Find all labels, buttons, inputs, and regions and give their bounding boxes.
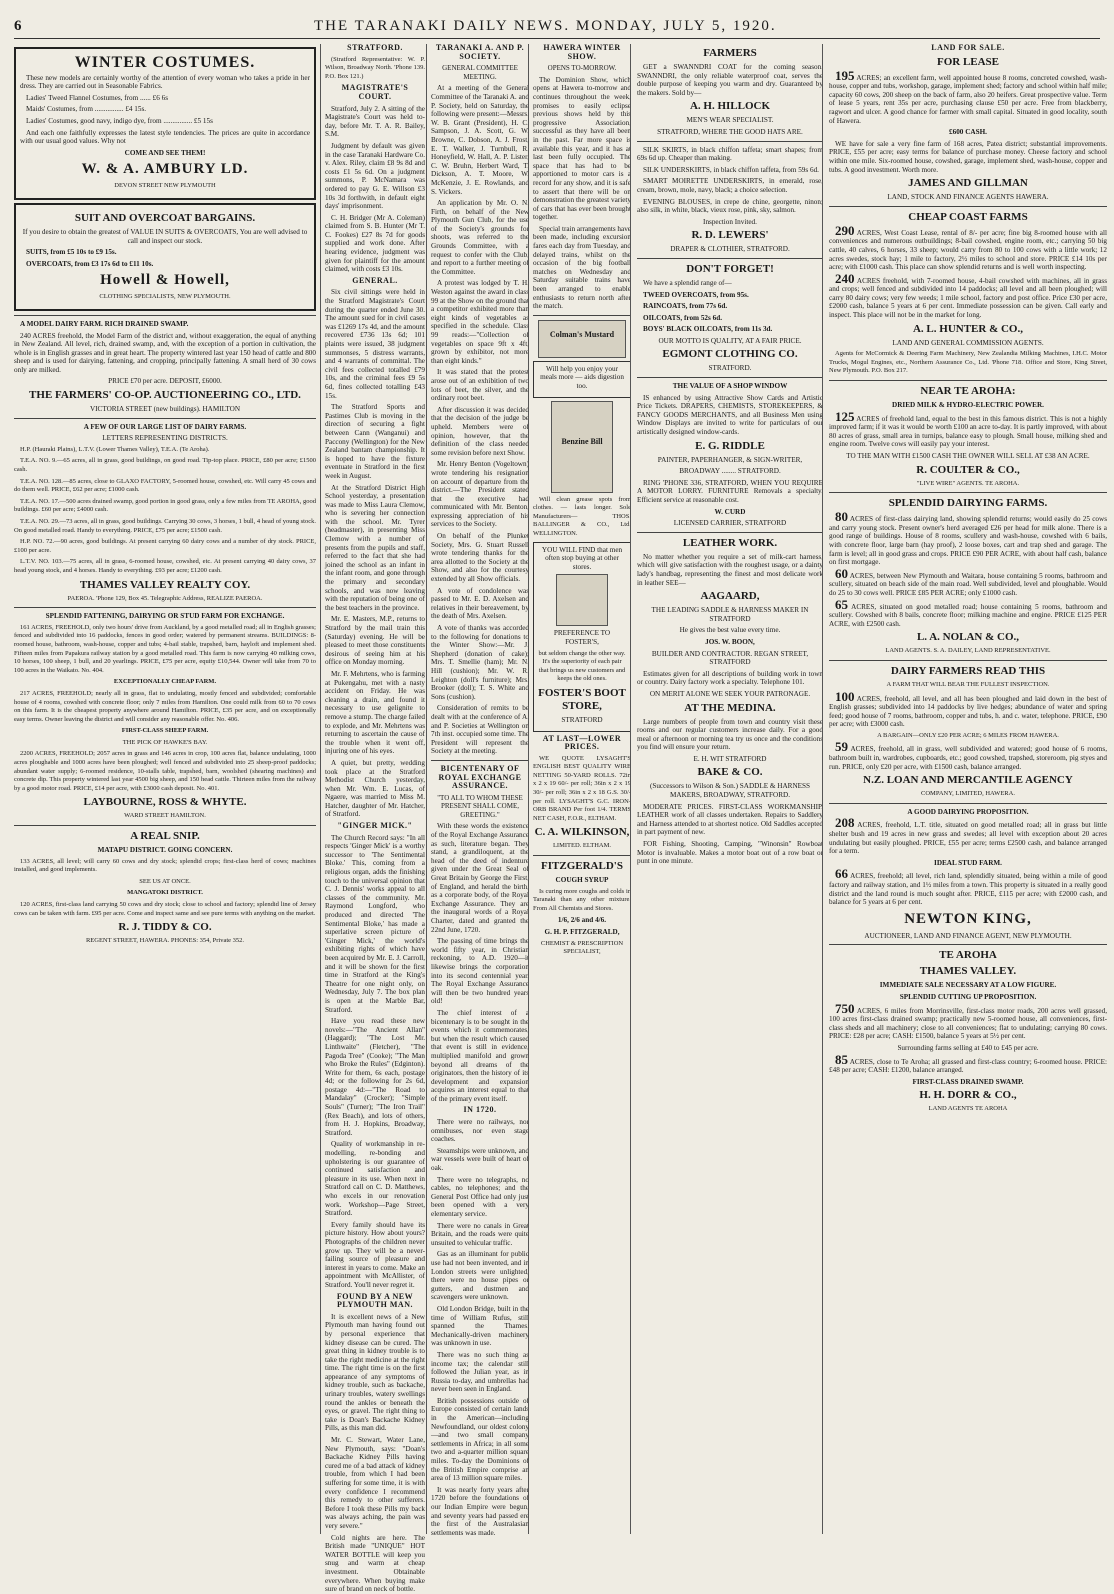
nolan: L. A. NOLAN & CO., xyxy=(916,631,1020,644)
suit-title: SUIT AND OVERCOAT BARGAINS. xyxy=(74,211,256,224)
preference: PREFERENCE TO FOSTER'S, xyxy=(553,629,611,646)
society-sub: GENERAL COMMITTEE MEETING. xyxy=(442,64,518,81)
lower-prices: AT LAST—LOWER PRICES. xyxy=(542,733,622,752)
tiddy-addr: REGENT STREET, HAWERA. PHONES: 354, Private 352. xyxy=(85,937,245,945)
suit-price-1: SUITS, from £5 10s to £9 15s. xyxy=(26,248,117,257)
thames-valley: THAMES VALLEY. xyxy=(919,965,1017,978)
boys-price: BOYS' BLACK OILCOATS, from 11s 3d. xyxy=(643,325,773,334)
hunter: A. L. HUNTER & CO., xyxy=(912,322,1023,335)
splendid-exchange: SPLENDID FATTENING, DAIRYING OR STUD FARM FOR EXCHANGE. xyxy=(45,612,285,621)
greeting: "TO ALL TO WHOM THESE PRESENT SHALL COME, GREETING." xyxy=(437,793,523,819)
dont-forget: DON'T FORGET! xyxy=(686,262,774,275)
aagaard: AAGAARD, xyxy=(700,590,760,603)
farmers-head: FARMERS xyxy=(703,47,757,59)
in-1720: IN 1720. xyxy=(463,1105,497,1115)
ideal-stud: IDEAL STUD FARM. xyxy=(934,858,1002,867)
curd-sub: LICENSED CARRIER, STRATFORD xyxy=(673,519,787,528)
wilkinson: C. A. WILKINSON, xyxy=(534,826,630,839)
bake: BAKE & CO. xyxy=(697,766,763,779)
hillock-sub: MEN'S WEAR SPECIALIST. xyxy=(686,116,774,125)
james-gillman: JAMES AND GILLMAN xyxy=(908,177,1028,190)
boot-image xyxy=(556,574,608,626)
fitz-price: 1/6, 2/6 and 4/6. xyxy=(557,916,607,925)
winter-text: These new models are certainly worthy of the attention of every woman who takes a pride in her dress. They are carried out in Seasonable Fabrics. xyxy=(20,73,310,91)
colmans-label: Colman's Mustard xyxy=(549,329,615,339)
suit-price-2: OVERCOATS, from £3 17s 6d to £11 10s. xyxy=(26,259,154,268)
society-head: TARANAKI A. AND P. SOCIETY. xyxy=(435,43,525,61)
column-stratford: STRATFORD. (Stratford Representative: W. P. Wilson, Broadway North. 'Phone 139. P.O. Box 121.) MAGISTRATE'S COURT. Stratford, July 2. A sitting of the Magistrate's Court was held to-day, before Mr. T. A. R. Bailey, S.M. Judgment by default was given in the case Taranaki Hardware Co. v. Alex. Riley, claim £8 9s 8d and costs £1 5s 6d. On a judgment summons, P. McNamara was ordered to pay G. E. Willson £3 10s 3d forthwith, in default eight days' imprisonment. C. H. Bridger (Mr A. Coleman) claimed from S. B. Hunter (Mr T. C. Fookes) £27 8s 7d for goods supplied and work done. After hearing evidence, judgment was given for plaintiff for the amount claimed, with costs £3 10s. GENERAL. Six civil sittings were held in the Stratford Magistrate's Court during the quarter ended June 30. The amount sued for in civil cases was £1269 17s 4d, and the amount recovered £736 13s 6d; 101 plaints were issued, 38 judgment summonses, 5 distress warrants, and 4 warrants of committal. The civil fees collected totalled £79 10s, and the criminal fees £9 5s 6d, fines collected totalling £43 15s. The Stratford Sports and Pastimes Club is moving in the direction of securing a fight between Cann (Wanganui) and Paccony (Wellington) for the New Zealand bantam championship. It is hoped to have the fixture eventuate in Stratford in the first week in August. At the Stratford District High School yesterday, a presentation was made to Miss Laura Clemow, who is severing her connection with the school. Mr. Tyrer (headmaster), in presenting Miss Clemow with a number of presents from the pupils and staff, referred to the fact that she had joined the school as an infant in the infant room, and gone through the primary and secondary schools, and was now leaving with the reputation of being one of the best teachers in the province. Mr. E. Masters, M.P., returns to Stratford by the mail train this (Saturday) evening. He will be pleased to meet those constituents desirous of seeing him at his office on Monday morning. Mr. F. Mehrtens, who is farming at Pukengahu, met with a nasty accident on Friday. He was cleaning a drain, and found it necessary to use gelignite to remove a stump. The charge failed to explode, and Mr. Mehrtens was returning to ascertain the cause of the trouble when it went off, injuring one of his eyes. A quiet, but pretty, wedding took place at the Stratford Methodist Church yesterday, when Mr. Wm. E. Lucas, of Ngaere, was married to Miss M. Hatcher, daughter of Mr. Hatcher, of Stratford. "GINGER MICK." The Church Record says: "In all respects 'Ginger Mick' is a worthy successor to 'The Sentimental Bloke.' This, coming from a religious organ, adds the finishing touch to the universal opinion that C. J. Dennis' works appeal to all classes of the community. Mr. Raymond Longford, who produced and directed 'The Sentimental Bloke,' has made a superlative screen picture of 'Ginger Mick,' the world's exhibiting rights of which have been acquired by Mr. E. J. Carroll, and it will be shown for the first time in Stratford at the King's Theatre for one night only, on Wednesday, July 7. The box plan is open at the Marble Bar, Stratford. Have you read these new novels:—"The Ancient Allan" (Haggard); "The Lost Mr. Linthwaite" (Fletcher), "The Pagoda Tree" (Cooke); "The Man who Broke the Rules" (Edginton). Write for them, 6s each, postage 4d; or the following for 2s 6d, postage 4d:—"The Road to Mandalay" (Crocker); "Simple Souls" (Turner); "The Iron Trail" (Rex Beach), and lots of others, from H. J. Hopkins, Broadway, Stratford. Quality of workmanship in re-modelling, re-bonding and upholstering is our guarantee of continued satisfaction and pleasure in its use. When next in Stratford call on C. D. Matthews, who excels in our renovation work. Workshop—Page Street, Stratford. Every family should have its picture history. How about yours? Photographs of the children never grow up. They will be a never-failing source of pleasure and interest in years to come. Make an appointment with McAllister, of Stratford. You'll never regret it. FOUND BY A NEW PLYMOUTH MAN. It is excellent news of a New Plymouth man having found out by personal experience that kidney disease can be cured. The great thing in kidney trouble is to take the right medicine at the right time. The right time is on the first appearance of any symptoms of kidney trouble, such as backache, urinary troubles, watery swellings round the ankles or beneath the eyes, or gravel. The right thing to take is Doan's Backache Kidney Pills, as this man did. Mr. C. Stewart, Water Lane, New Plymouth, says: "Doan's Backache Kidney Pills having cured me of a bad attack of kidney trouble, from which I had been suffering for some time, it is with every confidence I recommend this remedy to other sufferers. Before I took these Pills my back was always aching, the pain was very severe." Cold nights are here. The British made "UNIQUE" HOT WATER BOTTLE will keep you snug and warm at cheap investment. Obtainable everywhere. When buying make sure of brand on neck of bottle. xyxy=(320,44,425,1534)
cheap-coast: CHEAP COAST FARMS xyxy=(908,210,1028,223)
raincoat-price: RAINCOATS, from 77s 6d. xyxy=(643,302,728,311)
benzine-label: Benzine Bill xyxy=(561,436,603,446)
snip-sub: MATAPU DISTRICT. GOING CONCERN. xyxy=(97,846,233,855)
curd: W. CURD xyxy=(714,507,746,516)
farmers-addr: VICTORIA STREET (new buildings). HAMILTON xyxy=(89,405,241,414)
lewers: R. D. LEWERS' xyxy=(691,229,769,242)
masthead-title: THE TARANAKI DAILY NEWS. MONDAY, JULY 5, 1920. xyxy=(314,18,777,34)
ambury-address: DEVON STREET NEW PLYMOUTH xyxy=(114,182,216,190)
for-lease: FOR LEASE xyxy=(936,55,1000,68)
hunter-sub: LAND AND GENERAL COMMISSION AGENTS. xyxy=(892,338,1044,347)
letters: LETTERS REPRESENTING DISTRICTS. xyxy=(102,434,228,443)
near-te-aroha: NEAR TE AROHA: xyxy=(920,385,1016,398)
wilkinson-sub: LIMITED. ELTHAM. xyxy=(552,842,612,850)
egmont-clothing: EGMONT CLOTHING CO. xyxy=(662,348,798,361)
suit-ad xyxy=(14,203,316,311)
model-price: PRICE £70 per acre. DEPOSIT, £6000. xyxy=(108,377,222,386)
colmans-logo xyxy=(538,320,626,358)
suit-text: If you desire to obtain the greatest of VALUE IN SUITS & OVERCOATS, You are well advised to call and inspect our stock. xyxy=(22,227,308,245)
james-sub: LAND, STOCK AND FINANCE AGENTS HAWERA. xyxy=(887,193,1049,202)
winter-close: And each one faithfully expresses the latest style tendencies. The prices are quite in accordance with our usual good values. Why not xyxy=(20,128,310,146)
general-head: GENERAL. xyxy=(352,275,398,285)
cutting-up: SPLENDID CUTTING UP PROPOSITION. xyxy=(899,992,1037,1001)
newton-king: NEWTON KING, xyxy=(904,910,1032,927)
fosters-sub: STRATFORD xyxy=(561,715,603,724)
land-head: LAND FOR SALE. xyxy=(931,43,1005,52)
laybourne: LAYBOURNE, ROSS & WHYTE. xyxy=(83,796,247,809)
masthead xyxy=(14,18,1100,39)
coulter: R. COULTER & CO., xyxy=(916,463,1020,476)
farmers-coop: THE FARMERS' CO-OP. AUCTIONEERING CO., LTD. xyxy=(29,389,301,402)
column-society: TARANAKI A. AND P. SOCIETY. GENERAL COMMITTEE MEETING. At a meeting of the General Committee of the Taranaki A. and P. Society, held on Saturday, the following were present:—Messrs. W. B. Grant (President), H. C. Sampson, J. A. Scott, G. W. Browne, C. Dobson, A. J. Frost, E. T. Walker, J. Turnbull, R. Honeyfield, W. Hall, A. P. Lister, C. W. Bruhn, Herbert Ward, T. Dickson, A. T. Moore, W. McKenzie, J. E. Rowlands, and S. Vickers. An application by Mr. O. N. Firth, on behalf of the New Plymouth Gun Club, for the use of the Society's grounds for shoots, was referred to the Grounds Committee, with a request to confer with the Club, and report to a further meeting of the Committee. A protest was lodged by T. H. Weston against the award in class 99 at the Show on the ground that a competitor exhibited more than eight kinds of vegetables as specified in the schedule. Class 99 reads:—"Collection of vegetables on space 9ft x 4ft, grown by exhibitor, not more than eight kinds." It was stated that the protest arose out of an exhibition of two lots of beet, the silver, and the ordinary root beet. After discussion it was decided that the decision of the judge be upheld. Members were of opinion, however, that the definition of the class needed some revision before next Show. Mr. Henry Benton (Vogeltown) wrote tendering his resignation on account of departure from the district.—The President stated that the executive had communicated with Mr. Benton, expressing appreciation of his services to the Society. On behalf of the Plunket Society, Mrs. G. Stuart Russell wrote tendering thanks for the area allotted to the Society at the Show, and also for the courtesy extended by all Show officials. A vote of condolence was passed to Mr. E. D. Axelsen and relatives in their bereavement, by the death of Mrs. Axelsen. A vote of thanks was accorded to the following for donations to the Winter Show:—Mr. J. Shepherd (donation of cake); Mrs. T. Smellie (ham); Mr. N. Hill (cushion); Mr. W. R. Leighton (doll's furniture); Mrs. Brooker (doll); T. S. White and Sons (cushion). Consideration of remits to be dealt with at the conference of A. and P. Societies at Wellington on 7th inst. occupied some time. The President will represent the Society at the meeting. BICENTENARY OF ROYAL EXCHANGE ASSURANCE. "TO ALL TO WHOM THESE PRESENT SHALL COME, GREETING." With these words the existence of the Royal Exchange Assurance as such, literature began. They stand, a grandiloquent, at the head of the deed of indenture given under the Great Seal of Great Britain by George the First, of England, and herald the birth, as a corporate body, of the Royal Exchange Assurance. They are the inaugural words of a Royal Charter, dated and granted the 22nd June, 1720. The passing of time brings the world fifty year, in Christian reckoning, to A.D. 1920—it likewise brings the corporation into its second centennial year. The Royal Exchange Assurance will then be two hundred years old! The chief interest of a bicentenary is to be sought in the events which it commemorates, but when the result which caused that event is still in evidence, multiplied manifold and grown beyond all dreams of the originators, then the history of its development and expansion acquires an interest equal to that of the primary event itself. IN 1720. There were no railways, nor omnibuses, nor even stage coaches. Steamships were unknown, and war vessels were built of heart of oak. There were no telegraphs, no cables, no telephones; and the General Post Office had only just been opened with a very elementary service. There were no canals in Great Britain, and the roads were quite unsuited to vehicular traffic. Gas as an illuminant for public use had not been invented, and in London streets were unlighted, there were no house pipes or gutters, and dustmen and scavengers were unknown. Old London Bridge, built in the time of William Rufus, still spanned the Thames. Mechanically-driven machinery was unknown in use. There was no such thing as income tax; the calendar still followed the Julian year, as in Russia to-day, and umbrellas had never been seen in England. British possessions outside of Europe consisted of certain lands in the American—including Newfoundland, our oldest colony—and two small company settlements in Africa; in all some two and a-quarter million square miles. To-day the Dominions of the British Empire comprise an area of 13 million square miles. It was nearly forty years after 1720 before the foundations of our Indian Empire were begun, and seventy years had passed ere the first of the Australasian settlements was made. xyxy=(426,44,529,1534)
winter-title: WINTER COSTUMES. xyxy=(74,54,256,71)
hawera-head: HAWERA WINTER SHOW. xyxy=(543,43,621,61)
winter-cta: COME AND SEE THEM! xyxy=(124,148,206,157)
riddle: E. G. RIDDLE xyxy=(695,439,765,452)
winter-item-1: Ladies' Tweed Flannel Costumes, from ...... £6 6s xyxy=(26,93,168,102)
hawera-sub: OPENS TO-MORROW. xyxy=(547,64,617,73)
motto: OUR MOTTO IS QUALITY, AT A FAIR PRICE. xyxy=(658,336,802,345)
thames-realty: THAMES VALLEY REALTY COY. xyxy=(79,578,251,591)
howell-name: Howell & Howell, xyxy=(100,272,230,289)
fosters-name: FOSTER'S BOOT STORE, xyxy=(538,686,626,712)
nz-sub: COMPANY, LIMITED, HAWERA. xyxy=(921,790,1015,798)
column-hawera: HAWERA WINTER SHOW. OPENS TO-MORROW. The Dominion Show, which opens at Hawera to-morrow and continues throughout the week, promises to easily eclipse previous shows held by this progressive Association, successful as they have all been in the past. Far more space is available this year, and it has at last been fully occupied. The space that has had to be apportioned to motor cars is a record for any show, and it is safe to assert that there will be on demonstration the greatest variety of cars that has ever been brought together. Special train arrangements have been made, including excursion fares each day from Tuesday, and delayed trains, whilst on the occasion of the big football matches on Wednesday and Saturday suitable trains have been arranged to enable enthusiasts to return north after the match. Colman's Mustard Will help you enjoy your meals more — aids digestion too. Benzine Bill Will clean grease spots from clothes. — lasts longer. Sole Manufacturers— THOS. BALLINGER & CO., Ltd. WELLINGTON. YOU WILL FIND that men often stop buying at other stores. PREFERENCE TO FOSTER'S, but seldom change the other way. It's the superiority of each pair that brings us new customers and keeps the old ones. FOSTER'S BOOT STORE, STRATFORD AT LAST—LOWER PRICES. WE QUOTE LYSAGHT'S ENGLISH BEST QUALITY WIRE NETTING 50-YARD ROLLS. 72in x 2 x 19 60/- per roll; 36in x 2 x 19 30/- per roll; 36in x 2 x 18 G.S. 30/- per roll. LYSAGHT'S G.C. IRON-ORB BRAND Per foot 1/4. TERMS NET CASH, F.O.R., ELTHAM. C. A. WILKINSON, LIMITED. ELTHAM. FITZGERALD'S COUGH SYRUP Is curing more coughs and colds in Taranaki than any other mixture. From All Chemists and Stores. 1/6, 2/6 and 4/6. G. H. P. FITZGERALD, CHEMIST & PRESCRIPTION SPECIALIST, xyxy=(528,44,631,1534)
egmont-sub: STRATFORD. xyxy=(708,364,752,373)
few-farms: A FEW OF OUR LARGE LIST OF DAIRY FARMS. xyxy=(83,422,247,431)
tiddy: R. J. TIDDY & CO. xyxy=(118,921,212,934)
good-dairying: A GOOD DAIRYING PROPOSITION. xyxy=(907,807,1029,816)
nz-loan: N.Z. LOAN AND MERCANTILE AGENCY xyxy=(863,774,1073,787)
aroha-sub: DRIED MILK & HYDRO-ELECTRIC POWER. xyxy=(892,401,1044,410)
dorr-sub: LAND AGENTS TE AROHA xyxy=(928,1105,1008,1113)
boon: JOS. W. BOON, xyxy=(705,637,755,646)
winter-item-2: Maids' Costumes, from ................ £4 15s. xyxy=(26,105,147,114)
mag-court: MAGISTRATE'S COURT. xyxy=(341,83,409,101)
cough-syrup: COUGH SYRUP xyxy=(555,876,609,885)
colmans-text: Will help you enjoy your meals more — aids digestion too. xyxy=(540,364,624,390)
te-aroha: TE AROHA xyxy=(939,949,997,962)
boon-sub: BUILDER AND CONTRACTOR. REGAN STREET, STRATFORD xyxy=(651,649,809,667)
bake-sub: (Successors to Wilson & Son.) SADDLE & HARNESS MAKERS, BROADWAY, STRATFORD. xyxy=(649,782,811,800)
newton-sub: AUCTIONEER, LAND AND FINANCE AGENT, NEW PLYMOUTH. xyxy=(864,931,1072,940)
tweed-price: TWEED OVERCOATS, from 95s. xyxy=(643,290,749,299)
riddle-sub: PAINTER, PAPERHANGER, & SIGN-WRITER, xyxy=(657,455,803,464)
column-stratford-ads: FARMERS GET a SWANNDRI COAT for the coming season. SWANNDRI, the only reliable waterproof coat, serves the double purpose of keeping you warm and dry. Guaranteed by the makers. Sold by— A. H. HILLOCK MEN'S WEAR SPECIALIST. STRATFORD, WHERE THE GOOD HATS ARE. SILK SKIRTS, in black chiffon taffeta; smart shapes; from 69s 6d up. Cheaper than making. SILK UNDERSKIRTS, in black chiffon taffeta, from 59s 6d. SMART MOIRETTE UNDERSKIRTS, in emerald, rose, cream, brown, mole, navy, black; a choice selection. EVENING BLOUSES, in crepe de chine, georgette, ninon; also silk, in white, black, vieux rose, pink, sky, salmon. Inspection Invited. R. D. LEWERS' DRAPER & CLOTHIER, STRATFORD. DON'T FORGET! We have a splendid range of— TWEED OVERCOATS, from 95s. RAINCOATS, from 77s 6d. OILCOATS, from 52s 6d. BOYS' BLACK OILCOATS, from 11s 3d. OUR MOTTO IS QUALITY, AT A FAIR PRICE. EGMONT CLOTHING CO. STRATFORD. THE VALUE OF A SHOP WINDOW IS enhanced by using Attractive Show Cards and Artistic Price Tickets. DRAPERS, CHEMISTS, STOREKEEPERS, & FANCY GOODS MERCHANTS, and all Business Men using Window Displays are invited to write for particulars of our artistically designed window-cards. E. G. RIDDLE PAINTER, PAPERHANGER, & SIGN-WRITER, BROADWAY ........ STRATFORD. RING 'PHONE 336, STRATFORD, WHEN YOU REQUIRE A MOTOR LORRY. FURNITURE Removals a specialty. Efficient service at reasonable cost. W. CURD LICENSED CARRIER, STRATFORD LEATHER WORK. No matter whether you require a set of milk-cart harness, which will give satisfaction with the roughest usage, or a dainty lady's handbag, representing the finest and most delicate work in leather SEE— AAGAARD, THE LEADING SADDLE & HARNESS MAKER IN STRATFORD He gives the best value every time. JOS. W. BOON, BUILDER AND CONTRACTOR. REGAN STREET, STRATFORD Estimates given for all descriptions of building work in town or country. Dairy factory work a specialty. Telephone 101. ON MERIT ALONE WE SEEK YOUR PATRONAGE. AT THE MEDINA. Large numbers of people from town and country visit these rooms and our regular customers increase daily. For a good meal or afternoon or morning tea try us once and the conditions you find will ensure your return. E. H. WIT STRATFORD BAKE & CO. (Successors to Wilson & Son.) SADDLE & HARNESS MAKERS, BROADWAY, STRATFORD. MODERATE PRICES. FIRST-CLASS WORKMANSHIP. LEATHER work of all classes undertaken. Repairs to Saddlery and Harness attended to at shortest notice. Old Saddles accepted in part payment of new. FOR Fishing, Shooting, Camping, "Winonsin" Rowboat Motor is invaluable. Makes a motor boat out of a row boat or punt in one minute. xyxy=(630,44,823,1534)
ambury-name: W. & A. AMBURY LD. xyxy=(81,161,249,178)
model-head: A MODEL DAIRY FARM. RICH DRAINED SWAMP. xyxy=(20,319,189,328)
winter-costumes-ad xyxy=(14,47,316,200)
thames-addr: PAEROA. 'Phone 129, Box 45. Telegraphic Address, REALIZE PAEROA. xyxy=(67,594,263,602)
hillock: A. H. HILLOCK xyxy=(689,100,771,113)
gp-fitzgerald: G. H. P. FITZGERALD, xyxy=(544,928,620,936)
lewers-sub: DRAPER & CLOTHIER, STRATFORD. xyxy=(670,245,790,254)
howell-sub: CLOTHING SPECIALISTS, NEW PLYMOUTH. xyxy=(99,293,231,301)
found-head: FOUND BY A NEW PLYMOUTH MAN. xyxy=(336,1291,414,1310)
stratford-head: STRATFORD. xyxy=(347,43,403,52)
dorr: H. H. DORR & CO., xyxy=(919,1089,1017,1102)
winter-item-3: Ladies' Costumes, good navy, indigo dye, from ................ £5 15s xyxy=(26,116,213,125)
oilcoat-price: OILCOATS, from 52s 6d. xyxy=(643,313,723,322)
immediate-sale: IMMEDIATE SALE NECESSARY AT A LOW FIGURE. xyxy=(879,981,1057,990)
dairy-farmers: DAIRY FARMERS READ THIS xyxy=(890,664,1046,677)
splendid-dairying: SPLENDID DAIRYING FARMS. xyxy=(888,497,1048,510)
medina: AT THE MEDINA. xyxy=(684,701,776,714)
leather-work: LEATHER WORK. xyxy=(682,536,778,549)
real-snip: A REAL SNIP. xyxy=(130,830,200,843)
benzine-bill-image xyxy=(551,401,613,493)
shop-window: THE VALUE OF A SHOP WINDOW xyxy=(672,382,788,391)
first-class-swamp: FIRST-CLASS DRAINED SWAMP. xyxy=(912,1077,1024,1086)
gp-sub: CHEMIST & PRESCRIPTION SPECIALIST, xyxy=(540,939,624,956)
aagaard-sub: THE LEADING SADDLE & HARNESS MAKER IN STRATFORD xyxy=(651,606,809,623)
bicentenary-head: BICENTENARY OF ROYAL EXCHANGE ASSURANCE. xyxy=(438,763,522,791)
column-classifieds-left: WINTER COSTUMES. These new models are certainly worthy of the attention of every woman who takes a pride in her dress. They are carried out in Seasonable Fabrics. Ladies' Tweed Flannel Costumes, from ...... £6 6s Maids' Costumes, from ................ £4 15s. Ladies' Costumes, good navy, indigo dye, from ................ £5 15s And each one faithfully expresses the latest style tendencies. The prices are quite in accordance with our usual good values. Why not COME AND SEE THEM! W. & A. AMBURY LD. DEVON STREET NEW PLYMOUTH SUIT AND OVERCOAT BARGAINS. If you desire to obtain the greatest of VALUE IN SUITS & OVERCOATS, You are well advised to call and inspect our stock. SUITS, from £5 10s to £9 15s. OVERCOATS, from £3 17s 6d to £11 10s. Howell & Howell, CLOTHING SPECIALISTS, NEW PLYMOUTH. A MODEL DAIRY FARM. RICH DRAINED SWAMP. 240 ACRES freehold, the Model Farm of the district and, without exaggeration, the equal of anything in New Zealand. All level, rich, drained swamp, and, with the exception of a portion in cultivation, the whole is in English grasses and in great heart. The property wintered last year 150 head of cattle and 800 sheep and is used for dairying, fattening, and cropping, principally fattening. A small herd of 30 cows only are milked. PRICE £70 per acre. DEPOSIT, £6000. THE FARMERS' CO-OP. AUCTIONEERING CO., LTD. VICTORIA STREET (new buildings). HAMILTON A FEW OF OUR LARGE LIST OF DAIRY FARMS. LETTERS REPRESENTING DISTRICTS. H.P. (Hauraki Plains), L.T.V. (Lower Thames Valley), T.E.A. (Te Aroha). T.E.A. NO. 9.—65 acres, all in grass, good buildings, on good road. Tip-top place. PRICE, £80 per acre; £1500 cash. T.E.A. NO. 128.—85 acres, close to GLAXO FACTORY, 5-roomed house, cowshed, etc. Will carry 45 cows and do them well. PRICE, £62 per acre; £1000 cash. T.E.A. NO. 17.—500 acres drained swamp, good portion in good grass, only a few miles from TE AROHA, good buildings. £60 per acre; £4000 cash. T.E.A. NO. 29.—73 acres, all in grass, good buildings. Carrying 30 cows, 3 horses, 1 bull, 4 head of young stock. On good metalled road. Handy to everything. PRICE, £75 per acre; £1500 cash. H.P. NO. 72.—90 acres, good buildings. At present carrying 60 dairy cows and a number of dry stock. PRICE, £100 per acre. L.T.V. NO. 103.—75 acres, all in grass, 6-roomed house, cowshed, etc. At present carrying 40 dairy cows, 37 head young stock, and 4 horses. Handy to everything. £93 per acre; £1200 cash. THAMES VALLEY REALTY COY. PAEROA. 'Phone 129, Box 45. Telegraphic Address, REALIZE PAEROA. SPLENDID FATTENING, DAIRYING OR STUD FARM FOR EXCHANGE. 161 ACRES, FREEHOLD, only two hours' drive from Auckland, by a good metalled road; all in English grasses; fenced and subdivided into 16 paddocks, fences in good order; watered by permanent streams. BUILDINGS: 8-roomed house, bathroom, wash-house, copper and tubs; 4-bail stable, trapshed, barn, hayloft and implement shed. Fifteen miles from Papakura railway station by a good metalled road. This farm is now carrying 40 milking cows, 10 horses, 100 sheep, 1 bull, and 20 yearlings. PRICE, £75 per acre, equity £10,544. Owner will take from 70 to 100 acres in the Waikato. No. 404. EXCEPTIONALLY CHEAP FARM. 217 ACRES, FREEHOLD; nearly all in grass, flat to undulating, mostly fenced and subdivided; comfortable house of 4 rooms, cowshed with concrete floor; only 7 miles from Hamilton. One could milk from 60 to 70 cows on this farm. It is the cheapest property anywhere around Hamilton. PRICE, £35 per acre, and on exceptionally easy terms. Owner leaving the district and will consider any reasonable offer. No. 406. FIRST-CLASS SHEEP FARM. THE PICK OF HAWKE'S BAY. 2200 ACRES, FREEHOLD; 2057 acres in grass and 146 acres in crop, 100 acres flat, balance undulating, 1000 acres ploughable and 1000 acres have been ploughed; well fenced and subdivided into 25 sheep-proof paddocks; abundant water supply; 6-roomed residence, 10-stalls table, trapshed, barn, woolshed (shearing machines) and concrete dip. This property wintered last year 4500 big sheep, and 150 head cattle. Thirteen miles from the railway by a good motor road. PRICE, £14 per acre, with £3000 cash deposit. No. 401. LAYBOURNE, ROSS & WHYTE. WARD STREET HAMILTON. A REAL SNIP. MATAPU DISTRICT. GOING CONCERN. 133 ACRES, all level; will carry 60 cows and dry stock; splendid crops; first-class herd of cows; machines installed, and good implements. SEE US AT ONCE. MANGATOKI DISTRICT. 120 ACRES, first-class land carrying 50 cows and dry stock; close to school and factory; splendid line of Jersey cows can be taken with farm. £95 per acre. Come and inspect same and see pure terms with anything on the market. R. J. TIDDY & CO. REGENT STREET, HAWERA. PHONES: 354, Private 352. xyxy=(14,44,316,1534)
column-land-for-sale: LAND FOR SALE. FOR LEASE 195 ACRES; an excellent farm, well appointed house 8 rooms, concreted cowshed, wash-house, copper and tubs, workshop, garage, implement shed; factory and school within half mile; capacity 60 cows, 200 sheep on the back of farm, also 20 heifers. Great prospective value. Term of lease 5 years, rent 35s per acre, purchasing clause £50 per acre. Free from blackberry, ragwort and ulcer. A good chance for farmer with small capital. Situated in good locality, south of Hawera. £600 CASH. WE have for sale a very fine farm of 168 acres, Patea district; substantial improvements. PRICE, £55 per acre; easy terms for balance of purchase money. Cheese factory and school within one mile. Six-roomed house, cowshed, garage, implement shed, wash-house, copper and tubs. A good investment. Worth more. JAMES AND GILLMAN LAND, STOCK AND FINANCE AGENTS HAWERA. CHEAP COAST FARMS 290 ACRES, West Coast Lease, rental of 8/- per acre; fine big 8-roomed house with all conveniences and numerous outbuildings; 8-bail cowshed, engine room, etc.; carrying 50 big cattle, 40 calves, 6 horses, 33 sheep; would carry from 80 to 100 cows with a little work; 12 acres swedes, stock hay; 1 mile to factory, 2½ miles to school and store. PRICE £14 10s per acre; with £1000 cash. This place can show splendid returns and is well worth inspecting. 240 ACRES freehold, with 7-roomed house, 4-bail cowshed with machines, all in grass and crops; well fenced and subdivided into 14 paddocks; all level and all been ploughed; will carry 80 dairy cows; very few weeds; 1 mile school, factory and post office. Price £30 per acre, £2000 cash, balance 5 years at 6 per cent. Immediate possession can be given. Call early and inspect. This place will not be in the market for long. A. L. HUNTER & CO., LAND AND GENERAL COMMISSION AGENTS. Agents for McCormick & Deering Farm Machinery, New Zealandia Milking Machines, I.H.C. Motor Trucks, Mogul Engines, etc., Northern Assurance Co., Ltd. 'Phone 718. Office and Store, King Street, New Plymouth. P.O. Box 217. NEAR TE AROHA: DRIED MILK & HYDRO-ELECTRIC POWER. 125 ACRES of freehold land, equal to the best in this famous district. This is not a highly improved farm; if it was it would be worth £100 an acre to-day. It is partly improved, with about 80 acres of grass, small area in turnips, balance easy to plough. Small house, milking shed and engine room. Twelve cows will easily pay your interest. TO THE MAN WITH £1500 CASH THE OWNER WILL SELL AT £38 AN ACRE. R. COULTER & CO., "LIVE WIRE" AGENTS. TE AROHA. SPLENDID DAIRYING FARMS. 80 ACRES of first-class dairying land, showing splendid returns; would easily do 25 cows and carry young stock. Present owner's herd averaged £26 per head for milk alone. There is a good range of buildings. House of 8 rooms, scullery and wash-house, cowshed with 6 bails, with concrete floor, large barn (hay proof), 2 loose boxes, cart and trap shed and garage. The farm is level; all in good grass and crops. PRICE £90 PER ACRE, with about half cash, balance on first mortgage. 60 ACRES, between New Plymouth and Waitara, house containing 5 rooms, bathroom and scullery, situated on beach side of the main road. Well subdivided, level and ploughable. Would do 25 to 30 cows well. PRICE £85 PER ACRE; only £1000 cash. 65 ACRES, situated on good metalled road; house containing 5 rooms, bathroom and scullery. Cowshed with 8 bails, concrete floor; milking machine and engine. PRICE £125 PER ACRE, with £2500 cash. L. A. NOLAN & CO., LAND AGENTS. S. A. DAILEY, LAND REPRESENTATIVE. DAIRY FARMERS READ THIS A FARM THAT WILL BEAR THE FULLEST INSPECTION. 100 ACRES, freehold, all level, and all has been ploughed and laid down in the best of English grasses; subdivided into 14 paddocks by live hedges; abundance of water and spring feed; good house of 7 rooms, bathroom, copper and tubs, h. and c. water, telephone. PRICE, £90 per acre; with £3000 cash. A BARGAIN—ONLY £20 PER ACRE; 6 MILES FROM HAWERA. 59 ACRES, freehold, all in grass, well subdivided and watered; good house of 6 rooms, bathroom built in, wardrobes, cupboards, etc.; good cowshed, trapshed, storeroom, pig styes and run. PRICE, only £20 per acre, with £1500 cash, balance arranged. N.Z. LOAN AND MERCANTILE AGENCY COMPANY, LIMITED, HAWERA. A GOOD DAIRYING PROPOSITION. 208 ACRES, freehold, L.T. title, situated on good metalled road; all in grass but little shelter bush and 19 acres in new grass and swedes; all level with exception about 20 acres undulating but easily ploughed. PRICE, £55 per acre; terms £2500 cash, and balance arranged for a term. IDEAL STUD FARM. 66 ACRES, freehold; all level, rich land, splendidly situated, being within a mile of good factory and railway station, and 1½ miles from a town. This property is situated in a really good district and the land round is much sought after. PRICE, £115 per acre; with £2000 cash, and balance for 5 years at 6 per cent. NEWTON KING, AUCTIONEER, LAND AND FINANCE AGENT, NEW PLYMOUTH. TE AROHA THAMES VALLEY. IMMEDIATE SALE NECESSARY AT A LOW FIGURE. SPLENDID CUTTING UP PROPOSITION. 750 ACRES, 6 miles from Morrinsville, first-class motor roads, 200 acres well grassed, 100 acres first-class drained swamp; practically new 5-roomed house, all conveniences, first-class sheds and all machinery; close to all conveniences; flat to undulating; carrying 80 cows. PRICE: £28 per acre; CASH: £1500, balance 5 years at 5½ per cent. Surrounding farms selling at £40 to £45 per acre. 85 ACRES, close to Te Aroha; all grassed and first-class country; 6-roomed house. PRICE: £48 per acre; CASH: £1200, balance arranged. FIRST-CLASS DRAINED SWAMP. H. H. DORR & CO., LAND AGENTS TE AROHA xyxy=(822,44,1107,1534)
model-text: 240 ACRES freehold, the Model Farm of the district and, without exaggeration, the equal of anything in New Zealand. All level, rich, drained swamp, and, with the exception of a portion in cultivation, the whole is in English grasses and in great heart. The property wintered last year 150 head of cattle and 800 sheep and is used for dairying, fattening, and cropping, principally fattening. A small herd of 30 cows only are milked. xyxy=(14,331,316,374)
laybourne-addr: WARD STREET HAMILTON. xyxy=(124,812,206,820)
fitzgeralds: FITZGERALD'S xyxy=(541,860,623,873)
page-number: 6 xyxy=(14,18,22,34)
ginger-head: "GINGER MICK." xyxy=(337,821,413,831)
